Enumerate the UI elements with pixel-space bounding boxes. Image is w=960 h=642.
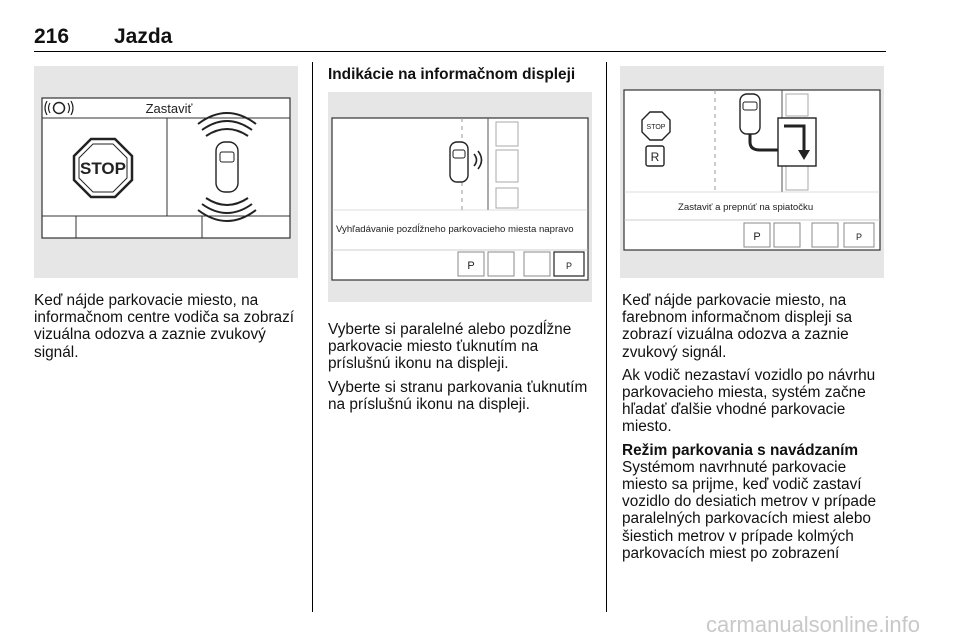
col3-body <box>622 292 894 568</box>
stop-and-reverse-display <box>620 66 884 278</box>
parallel-parking-label: P <box>753 231 761 243</box>
column-divider-1 <box>312 62 313 612</box>
col2-paragraph-1: Vyberte si paralelné alebo pozdĺžne parkovacie miesto ťuknutím na príslušnú ikonu na displeji. <box>328 321 572 373</box>
col3-paragraph-2: Ak vodič nezastaví vozidlo po návrhu parkovacieho miesta, systém začne hľadať ďalšie vhodné parkovacie miesto. <box>622 366 876 436</box>
right-side-label: P <box>855 232 863 242</box>
driver-info-illustration <box>34 66 298 278</box>
col1-body <box>34 292 304 367</box>
stop-sign-small-icon <box>642 112 670 140</box>
stop-sign-icon <box>74 139 132 197</box>
col1-paragraph: Keď nájde parkovacie miesto, na informačnom centre vodiča sa zobrazí vizuálna odozva a zaznie zvukový signál. <box>34 292 295 361</box>
screen-caption: Vyhľadávanie pozdĺžneho parkovacieho miesta napravo <box>336 224 574 235</box>
col2-paragraph-2: Vyberte si stranu parkovania ťuknutím na príslušnú ikonu na displeji. <box>328 378 588 413</box>
col3-paragraph-3: Systémom navrhnuté parkovacie miesto sa prijme, keď vodič zastaví vozidlo do desiatich metrov v prípade paralelných parkovacích miest alebo šiestich metrov v prípade kolmých parkovacích miest po zobrazení <box>622 458 877 562</box>
col3-paragraph-1: Keď nájde parkovacie miesto, na farebnom informačnom displeji sa zobrazí vizuálna odozva a zaznie zvukový signál. <box>622 292 853 361</box>
right-side-label: P <box>565 261 573 271</box>
parallel-parking-label: P <box>467 260 475 272</box>
stop-small-label: STOP <box>646 124 666 131</box>
parking-search-display <box>328 92 592 302</box>
watermark: carmanualsonline.info <box>705 612 920 637</box>
col2-body <box>328 321 600 419</box>
page-number: 216 <box>34 25 70 48</box>
section-title: Jazda <box>114 25 173 48</box>
col3-subheading: Režim parkovania s navádzaním <box>622 441 859 459</box>
reverse-gear-label: R <box>650 150 660 164</box>
header-rule <box>34 51 886 52</box>
stop-sign-label: STOP <box>80 159 126 178</box>
car-icon <box>740 94 760 134</box>
column-divider-2 <box>606 62 607 612</box>
car-icon <box>450 142 468 182</box>
page-header <box>34 22 886 52</box>
col2-heading: Indikácie na informačnom displeji <box>328 66 576 83</box>
screen-title: Zastaviť <box>145 101 193 116</box>
screen-caption: Zastaviť a prepnúť na spiatočku <box>678 202 814 213</box>
